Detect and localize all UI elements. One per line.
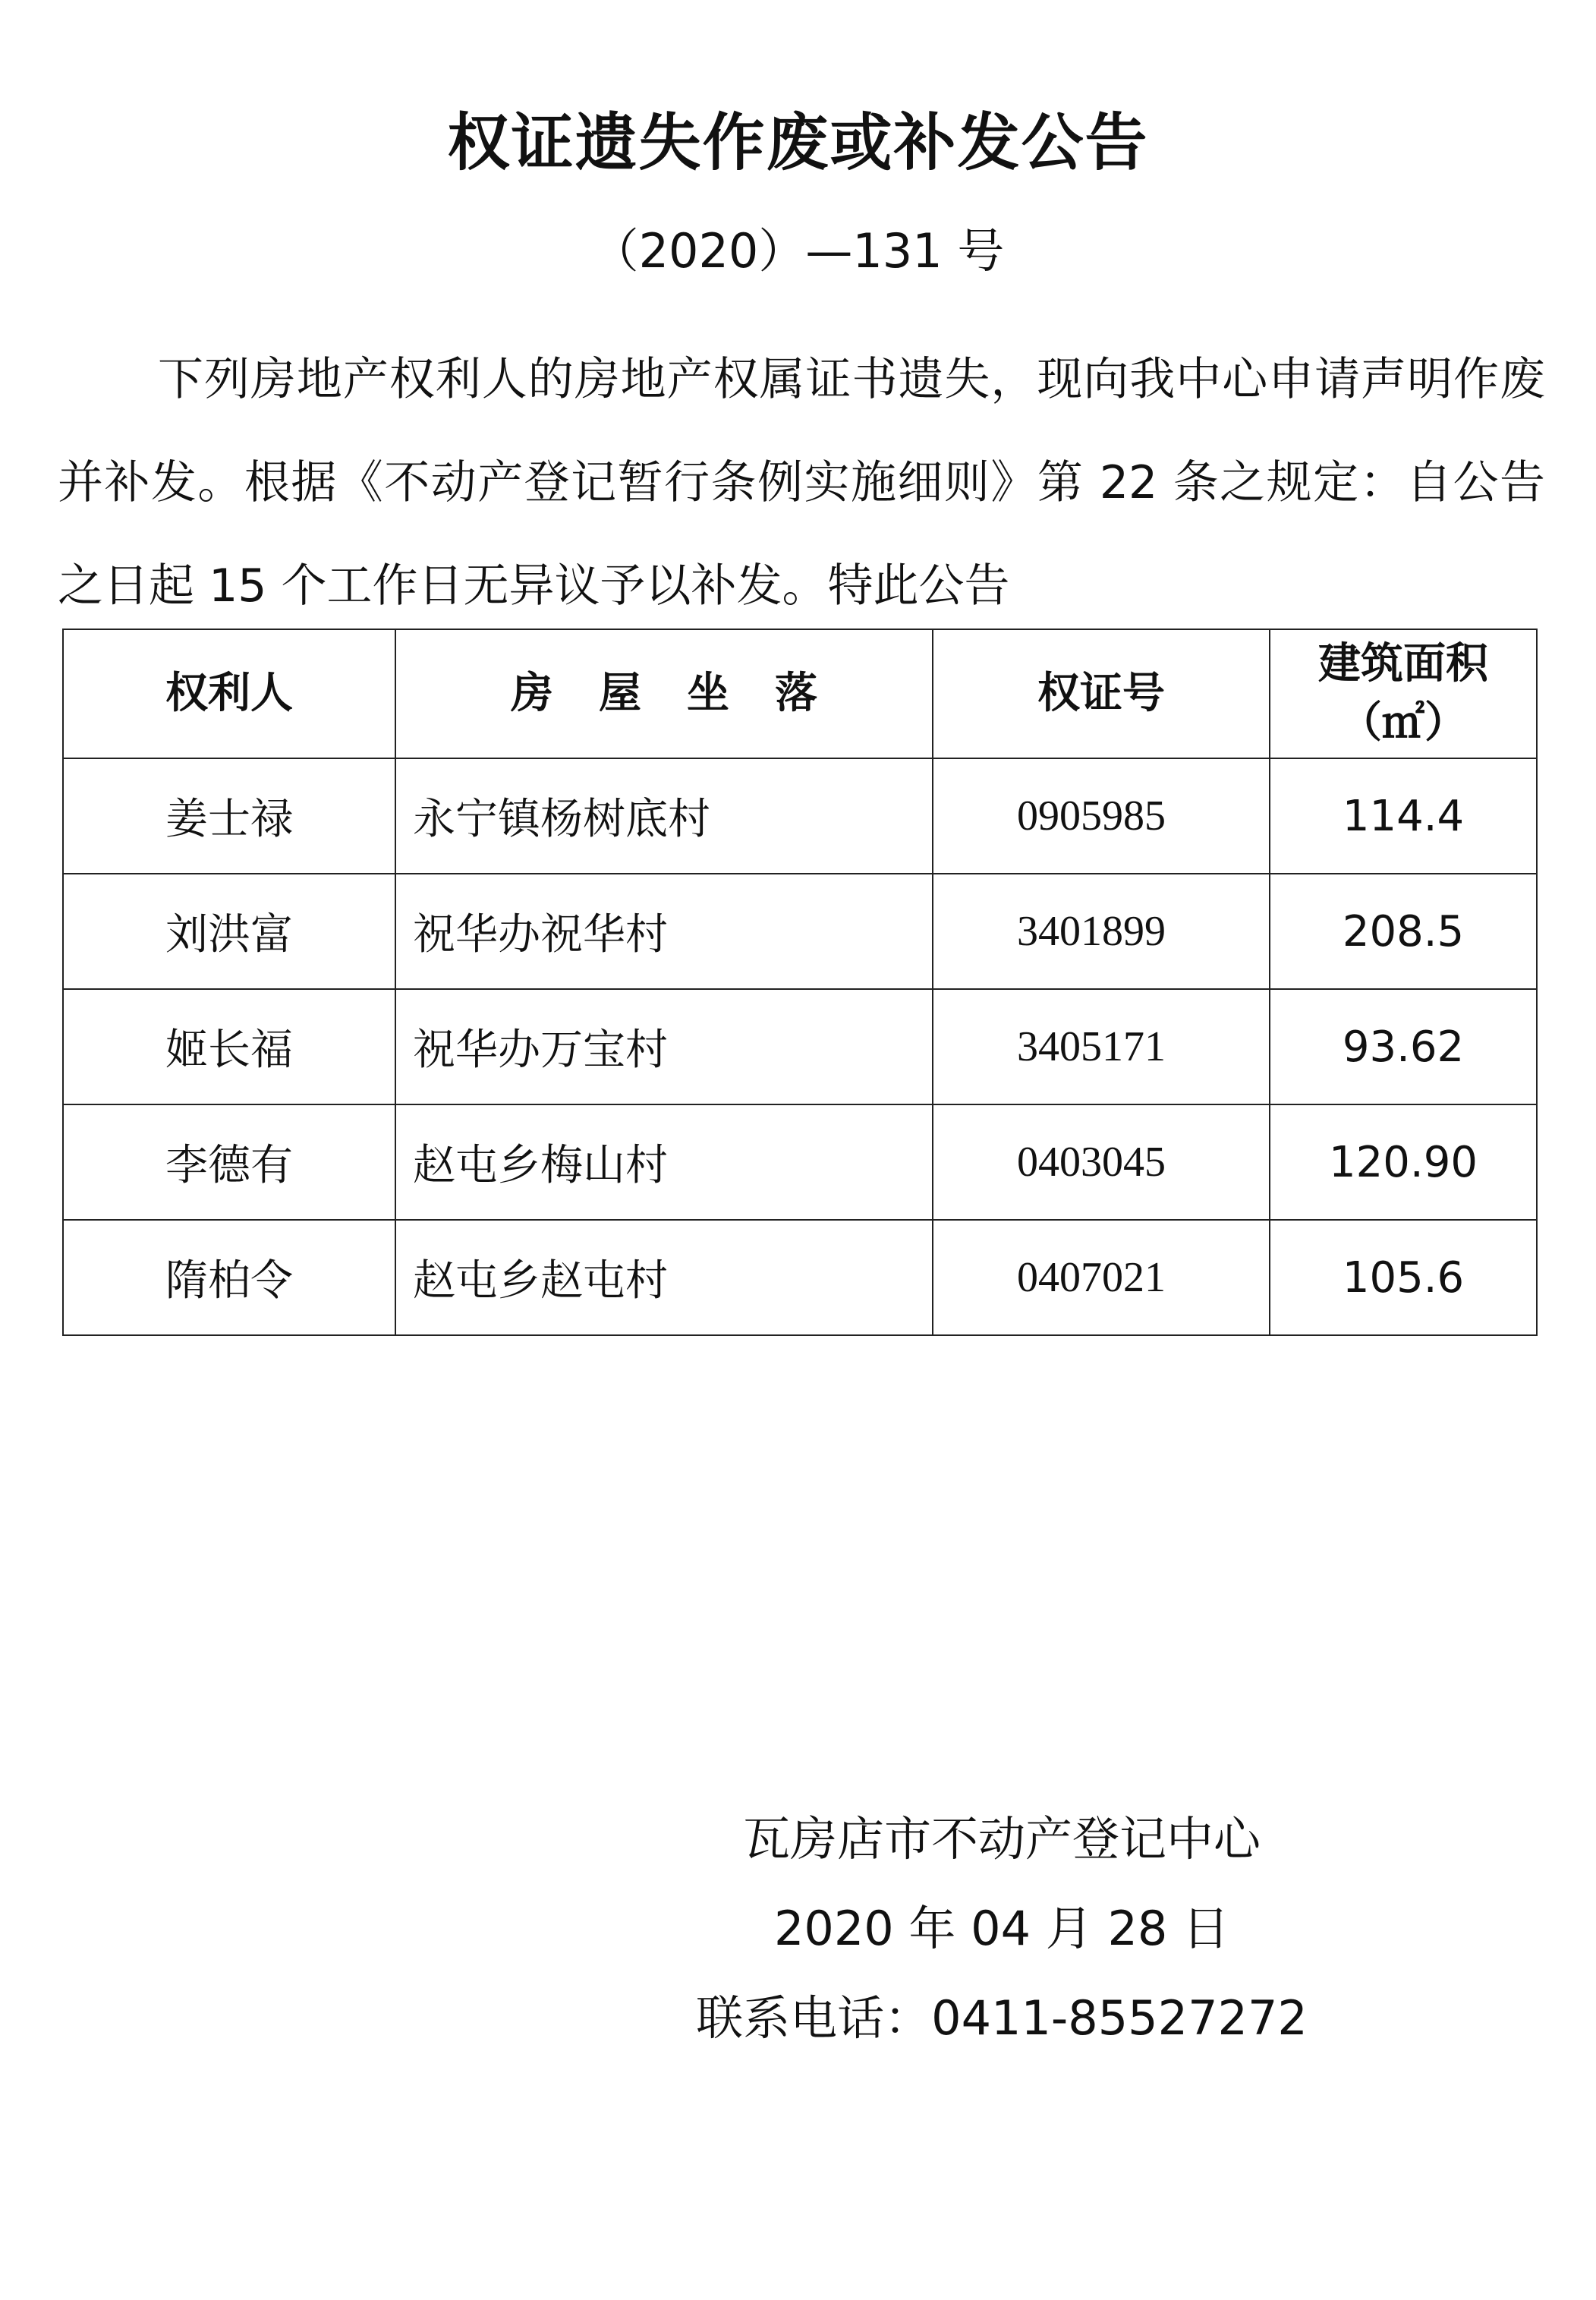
header-location-char: 房 xyxy=(511,669,553,718)
table-row xyxy=(63,1104,1537,1220)
header-location-char: 屋 xyxy=(599,669,641,718)
header-holder: 权利人 xyxy=(63,629,395,758)
issuing-organization: 瓦房店市不动产登记中心 xyxy=(742,1811,1261,1867)
cell-area: 120.90 xyxy=(1270,1104,1537,1220)
cell-location: 赵屯乡梅山村 xyxy=(395,1104,933,1220)
cell-location: 永宁镇杨树底村 xyxy=(395,758,933,874)
header-location-char: 坐 xyxy=(687,669,729,718)
header-location xyxy=(395,629,933,758)
cell-area: 208.5 xyxy=(1270,874,1537,989)
cell-area: 114.4 xyxy=(1270,758,1537,874)
table-row xyxy=(63,989,1537,1104)
table-row xyxy=(63,874,1537,989)
header-area-label: 建筑面积 xyxy=(1318,639,1488,688)
notice-number: （2020）—131 号 xyxy=(591,223,1005,279)
cell-holder: 刘洪富 xyxy=(63,874,395,989)
table-row xyxy=(63,1220,1537,1335)
records-table xyxy=(62,629,1538,1336)
cell-holder: 李德有 xyxy=(63,1104,395,1220)
cell-cert-no: 0407021 xyxy=(933,1220,1270,1335)
cell-holder: 姜士禄 xyxy=(63,758,395,874)
header-cert-no: 权证号 xyxy=(933,629,1270,758)
cell-holder: 姬长福 xyxy=(63,989,395,1104)
cell-cert-no: 3401899 xyxy=(933,874,1270,989)
table-row xyxy=(63,758,1537,874)
notice-title: 权证遗失作废或补发公告 xyxy=(447,107,1149,179)
contact-phone: 联系电话：0411-85527272 xyxy=(696,1990,1308,2046)
cell-location: 赵屯乡赵屯村 xyxy=(395,1220,933,1335)
cell-location: 祝华办万宝村 xyxy=(395,989,933,1104)
issue-date: 2020 年 04 月 28 日 xyxy=(773,1901,1230,1956)
header-area xyxy=(1270,629,1537,758)
cell-location: 祝华办祝华村 xyxy=(395,874,933,989)
notice-paragraph: 下列房地产权利人的房地产权属证书遗失，现向我中心申请声明作废并补发。根据《不动产登记暂行条例实施细则》第 22 条之规定：自公告之日起 15 个工作日无异议予以补发。特此公告 xyxy=(58,353,1545,613)
header-location-char: 落 xyxy=(775,669,817,718)
header-area-unit: （㎡） xyxy=(1339,698,1467,748)
cell-cert-no: 3405171 xyxy=(933,989,1270,1104)
cell-area: 93.62 xyxy=(1270,989,1537,1104)
cell-holder: 隋柏令 xyxy=(63,1220,395,1335)
cell-area: 105.6 xyxy=(1270,1220,1537,1335)
cell-cert-no: 0403045 xyxy=(933,1104,1270,1220)
table-header-row xyxy=(63,629,1537,758)
cell-cert-no: 0905985 xyxy=(933,758,1270,874)
